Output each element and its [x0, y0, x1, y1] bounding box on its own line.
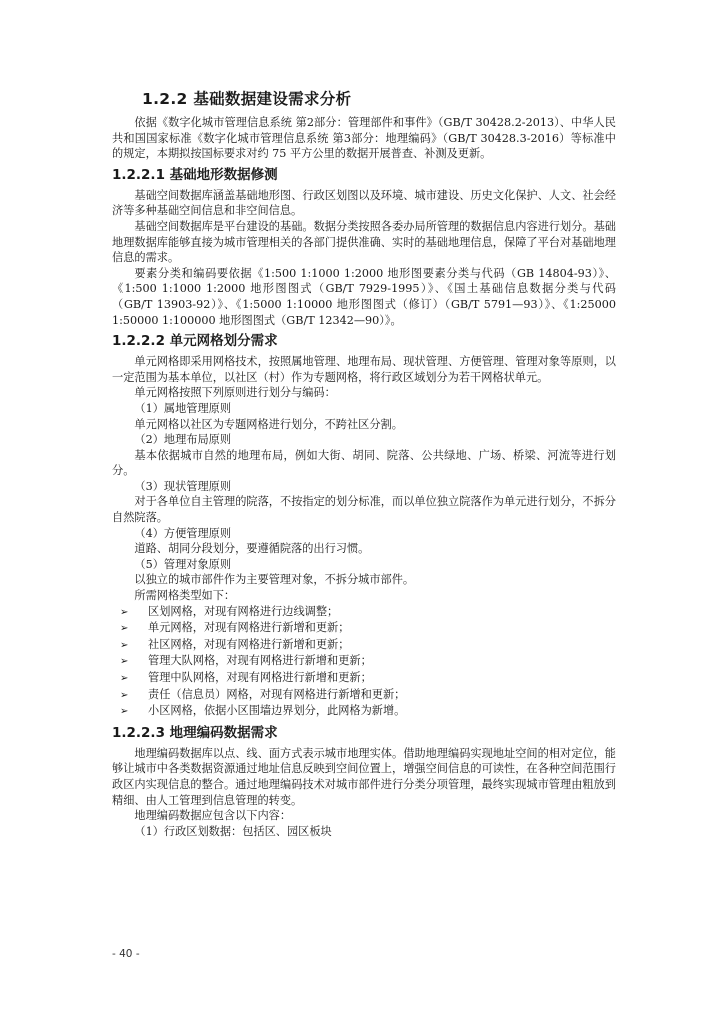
principle-desc: 道路、胡同分段划分，要遵循院落的出行习惯。: [134, 542, 370, 556]
arrow-bullet-icon: ➢: [120, 623, 129, 635]
list-item: ➢ 管理中队网格，对现有网格进行新增和更新；: [112, 670, 616, 687]
list-item: ➢ 责任（信息员）网格，对现有网格进行新增和更新；: [112, 687, 616, 704]
list-item: ➢ 社区网格，对现有网格进行新增和更新；: [112, 637, 616, 654]
arrow-bullet-icon: ➢: [120, 689, 129, 701]
principle-title: （3）现状管理原则: [134, 479, 232, 493]
page-content: [112, 88, 616, 839]
paragraph: 基础空间数据库涵盖基础地形图、行政区划图以及环境、城市建设、历史文化保护、人文、社会经济等多种基础空间信息和非空间信息。: [112, 188, 616, 218]
principle-title: （2）地理布局原则: [134, 433, 232, 447]
subsection-heading-terrain: 1.2.2.1 基础地形数据修测: [112, 166, 278, 183]
arrow-bullet-icon: ➢: [120, 639, 129, 651]
paragraph: 单元网格即采用网格技术，按照属地管理、地理布局、现状管理、方便管理、管理对象等原则，以一定范围为基本单位，以社区（村）作为专题网格，将行政区域划分为若干网格状单元。: [112, 355, 616, 384]
grid-type-list: [112, 604, 616, 720]
subsection-heading-geocode: 1.2.2.3 地理编码数据需求: [112, 724, 278, 741]
arrow-bullet-icon: ➢: [120, 706, 129, 718]
principle-title: （4）方便管理原则: [134, 526, 232, 540]
principle-desc: 以独立的城市部件作为主要管理对象，不拆分城市部件。: [134, 573, 415, 587]
grid-types-intro: 所需网格类型如下：: [134, 589, 236, 603]
principle-title: （1）属地管理原则: [134, 401, 232, 415]
intro-paragraph: 依据《数字化城市管理信息系统 第2部分：管理部件和事件》（GB/T 30428.2-2013）、中华人民共和国国家标准《数字化城市管理信息系统 第3部分：地理编码》（GB/T 30428.3-2016）等标准中的规定，本期拟按国标要求对约 75 平方公里的数据开展普查、补测及更新。: [112, 116, 616, 161]
principle-desc: 单元网格以社区为专题网格进行划分，不跨社区分割。: [134, 417, 403, 431]
arrow-bullet-icon: ➢: [120, 656, 129, 668]
section-title: 1.2.2 基础数据建设需求分析: [142, 90, 352, 108]
subsection-heading-grid: 1.2.2.2 单元网格划分需求: [112, 333, 278, 350]
paragraph: 基础空间数据库是平台建设的基础。数据分类按照各委办局所管理的数据信息内容进行划分。基础地理数据库能够直接为城市管理相关的各部门提供准确、实时的基础地理信息，保障了平台对基础地理信息的需求。: [112, 219, 616, 265]
paragraph: 地理编码数据应包含以下内容：: [134, 809, 292, 823]
paragraph: 单元网格按照下列原则进行划分与编码：: [134, 386, 336, 400]
arrow-bullet-icon: ➢: [120, 673, 129, 684]
paragraph: 要素分类和编码要依据《1:500 1:1000 1:2000 地形图要素分类与代码（GB 14804-93）》、《1:500 1:1000 1:2000 地形图图式（GB/T 7929-1995）》、《国土基础信息数据分类与代码（GB/T 13903-92）》、《1:5000 1:10000 地形图图式（修订）（GB/T 5791—93）》、《1:25000 1:50000 1:100000 地形图图式（GB/T 12342—90）》。: [112, 266, 616, 327]
principle-desc: 对于各单位自主管理的院落，不按指定的划分标准，而以单位独立院落作为单元进行划分，不拆分自然院落。: [112, 495, 616, 525]
list-item: ➢ 小区网格，依据小区围墙边界划分，此网格为新增。: [112, 703, 616, 720]
list-item: ➢ 区划网格，对现有网格进行边线调整；: [112, 604, 616, 621]
paragraph: （1）行政区划数据：包括区、园区板块: [134, 824, 332, 838]
page-number: - 40 -: [112, 948, 140, 960]
paragraph: 地理编码数据库以点、线、面方式表示城市地理实体。借助地理编码实现地址空间的相对定位，能够让城市中各类数据资源通过地址信息反映到空间位置上，增强空间信息的可读性，在各种空间范围行政区内实现信息的整合。通过地理编码技术对城市部件进行分类分项管理，最终实现城市管理由粗放到精细、由人工管理到信息管理的转变。: [112, 746, 616, 807]
list-item: ➢ 单元网格，对现有网格进行新增和更新；: [112, 620, 616, 637]
arrow-bullet-icon: ➢: [120, 606, 129, 618]
list-item: ➢ 管理大队网格，对现有网格进行新增和更新；: [112, 653, 616, 670]
principle-title: （5）管理对象原则: [134, 557, 232, 571]
principle-desc: 基本依据城市自然的地理布局，例如大街、胡同、院落、公共绿地、广场、桥梁、河流等进行划分。: [112, 448, 616, 478]
